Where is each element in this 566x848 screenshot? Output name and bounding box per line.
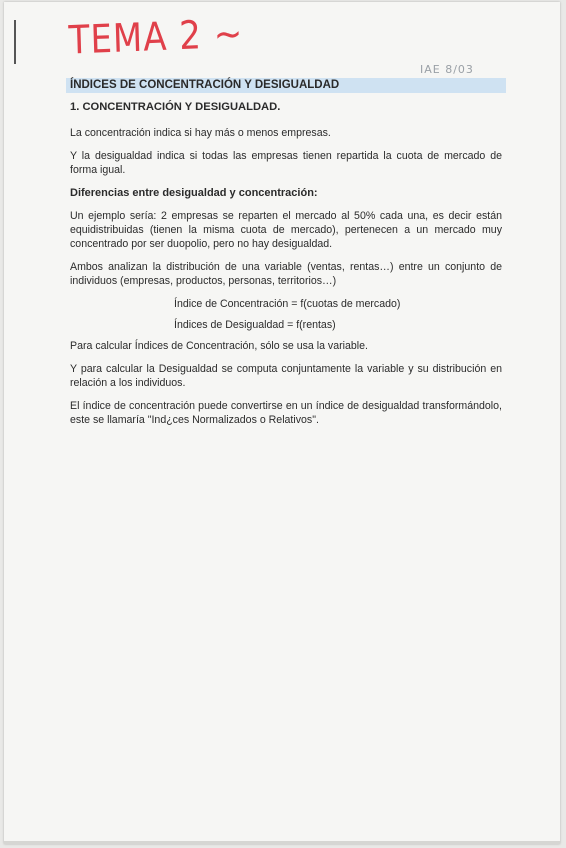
document-page	[4, 2, 560, 844]
paragraph-calcular-concentracion: Para calcular Índices de Concentración, sólo se usa la variable.	[70, 340, 368, 352]
formula-desigualdad: Índices de Desigualdad = f(rentas)	[174, 319, 336, 331]
binder-mark	[14, 20, 16, 64]
paragraph-indice-normalizado: El índice de concentración puede convertirse en un índice de desigualdad transformándolo, este se llamaría "Ind¿ces Normalizados o Relativos".	[70, 400, 502, 426]
paragraph-calcular-desigualdad: Y para calcular la Desigualdad se computa conjuntamente la variable y su distribución en relación a los individuos.	[70, 363, 502, 389]
formula-concentracion: Índice de Concentración = f(cuotas de mercado)	[174, 298, 401, 310]
page-edge	[4, 841, 560, 844]
handwritten-note: IAE 8/03	[420, 63, 474, 76]
paragraph-ambos-analizan: Ambos analizan la distribución de una variable (ventas, rentas…) entre un conjunto de individuos (empresas, productos, personas, territorios…)	[70, 261, 502, 287]
handwritten-title: TEMA 2 ~	[68, 10, 244, 64]
paragraph-concentracion: La concentración indica si hay más o menos empresas.	[70, 127, 331, 139]
paragraph-ejemplo: Un ejemplo sería: 2 empresas se reparten el mercado al 50% cada una, es decir están equidistribuidas (tienen la misma cuota de mercado), pertenecen a un mercado muy concentrado por ser duopolio, pero no hay desigualdad.	[70, 210, 502, 250]
document-body	[70, 100, 502, 436]
section-title: ÍNDICES DE CONCENTRACIÓN Y DESIGUALDAD	[70, 79, 340, 91]
heading-concentracion-desigualdad: 1. CONCENTRACIÓN Y DESIGUALDAD.	[70, 101, 281, 113]
paragraph-desigualdad: Y la desigualdad indica si todas las empresas tienen repartida la cuota de mercado de forma igual.	[70, 150, 502, 176]
heading-diferencias: Diferencias entre desigualdad y concentración:	[70, 187, 318, 199]
